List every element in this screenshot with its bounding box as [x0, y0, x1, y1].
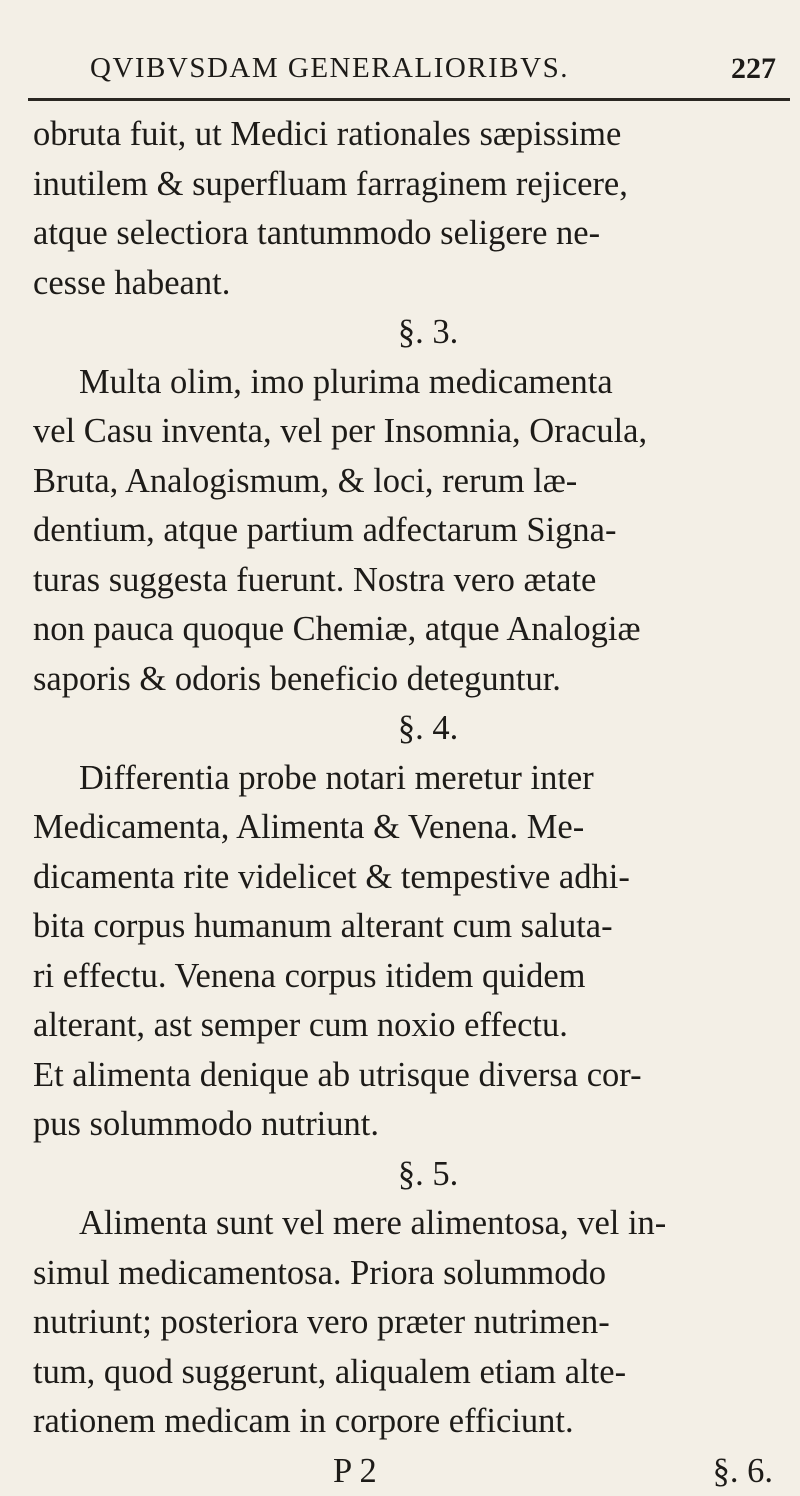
text-line: non pauca quoque Chemiæ, atque Analogiæ: [33, 605, 793, 655]
text-line: Alimenta sunt vel mere alimentosa, vel in-: [33, 1199, 793, 1249]
section-heading: §. 5.: [33, 1150, 793, 1200]
text-line: dentium, atque partium adfectarum Signa-: [33, 506, 793, 556]
page-number: 227: [731, 52, 776, 86]
text-line: Medicamenta, Alimenta & Venena. Me-: [33, 803, 793, 853]
signature-mark: P 2: [333, 1447, 377, 1496]
text-line: Differentia probe notari meretur inter: [33, 754, 793, 804]
text-line: saporis & odoris beneficio deteguntur.: [33, 655, 793, 705]
page-header: [90, 52, 790, 92]
section-heading: §. 3.: [33, 308, 793, 358]
page-body: [33, 110, 793, 1496]
text-line: Bruta, Analogismum, & loci, rerum læ-: [33, 457, 793, 507]
text-line: turas suggesta fuerunt. Nostra vero ætate: [33, 556, 793, 606]
text-line: tum, quod suggerunt, aliqualem etiam alte-: [33, 1348, 793, 1398]
text-line: vel Casu inventa, vel per Insomnia, Oracula,: [33, 407, 793, 457]
text-line: simul medicamentosa. Priora solummodo: [33, 1249, 793, 1299]
text-line: Multa olim, imo plurima medicamenta: [33, 358, 793, 408]
page-footer: [33, 1447, 793, 1496]
header-rule: [28, 98, 790, 101]
text-line: alterant, ast semper cum noxio effectu.: [33, 1001, 793, 1051]
text-line: obruta fuit, ut Medici rationales sæpissime: [33, 110, 793, 160]
running-title: QVIBVSDAM GENERALIORIBVS.: [90, 52, 569, 85]
text-line: nutriunt; posteriora vero præter nutrimen-: [33, 1298, 793, 1348]
text-line: atque selectiora tantummodo seligere ne-: [33, 209, 793, 259]
text-line: bita corpus humanum alterant cum saluta-: [33, 902, 793, 952]
text-line: Et alimenta denique ab utrisque diversa cor-: [33, 1051, 793, 1101]
section-heading: §. 4.: [33, 704, 793, 754]
text-line: inutilem & superfluam farraginem rejicere,: [33, 160, 793, 210]
text-line: cesse habeant.: [33, 259, 793, 309]
text-line: rationem medicam in corpore efficiunt.: [33, 1397, 793, 1447]
text-line: ri effectu. Venena corpus itidem quidem: [33, 952, 793, 1002]
catchword: §. 6.: [713, 1447, 773, 1496]
text-line: pus solummodo nutriunt.: [33, 1100, 793, 1150]
text-line: dicamenta rite videlicet & tempestive adhi-: [33, 853, 793, 903]
